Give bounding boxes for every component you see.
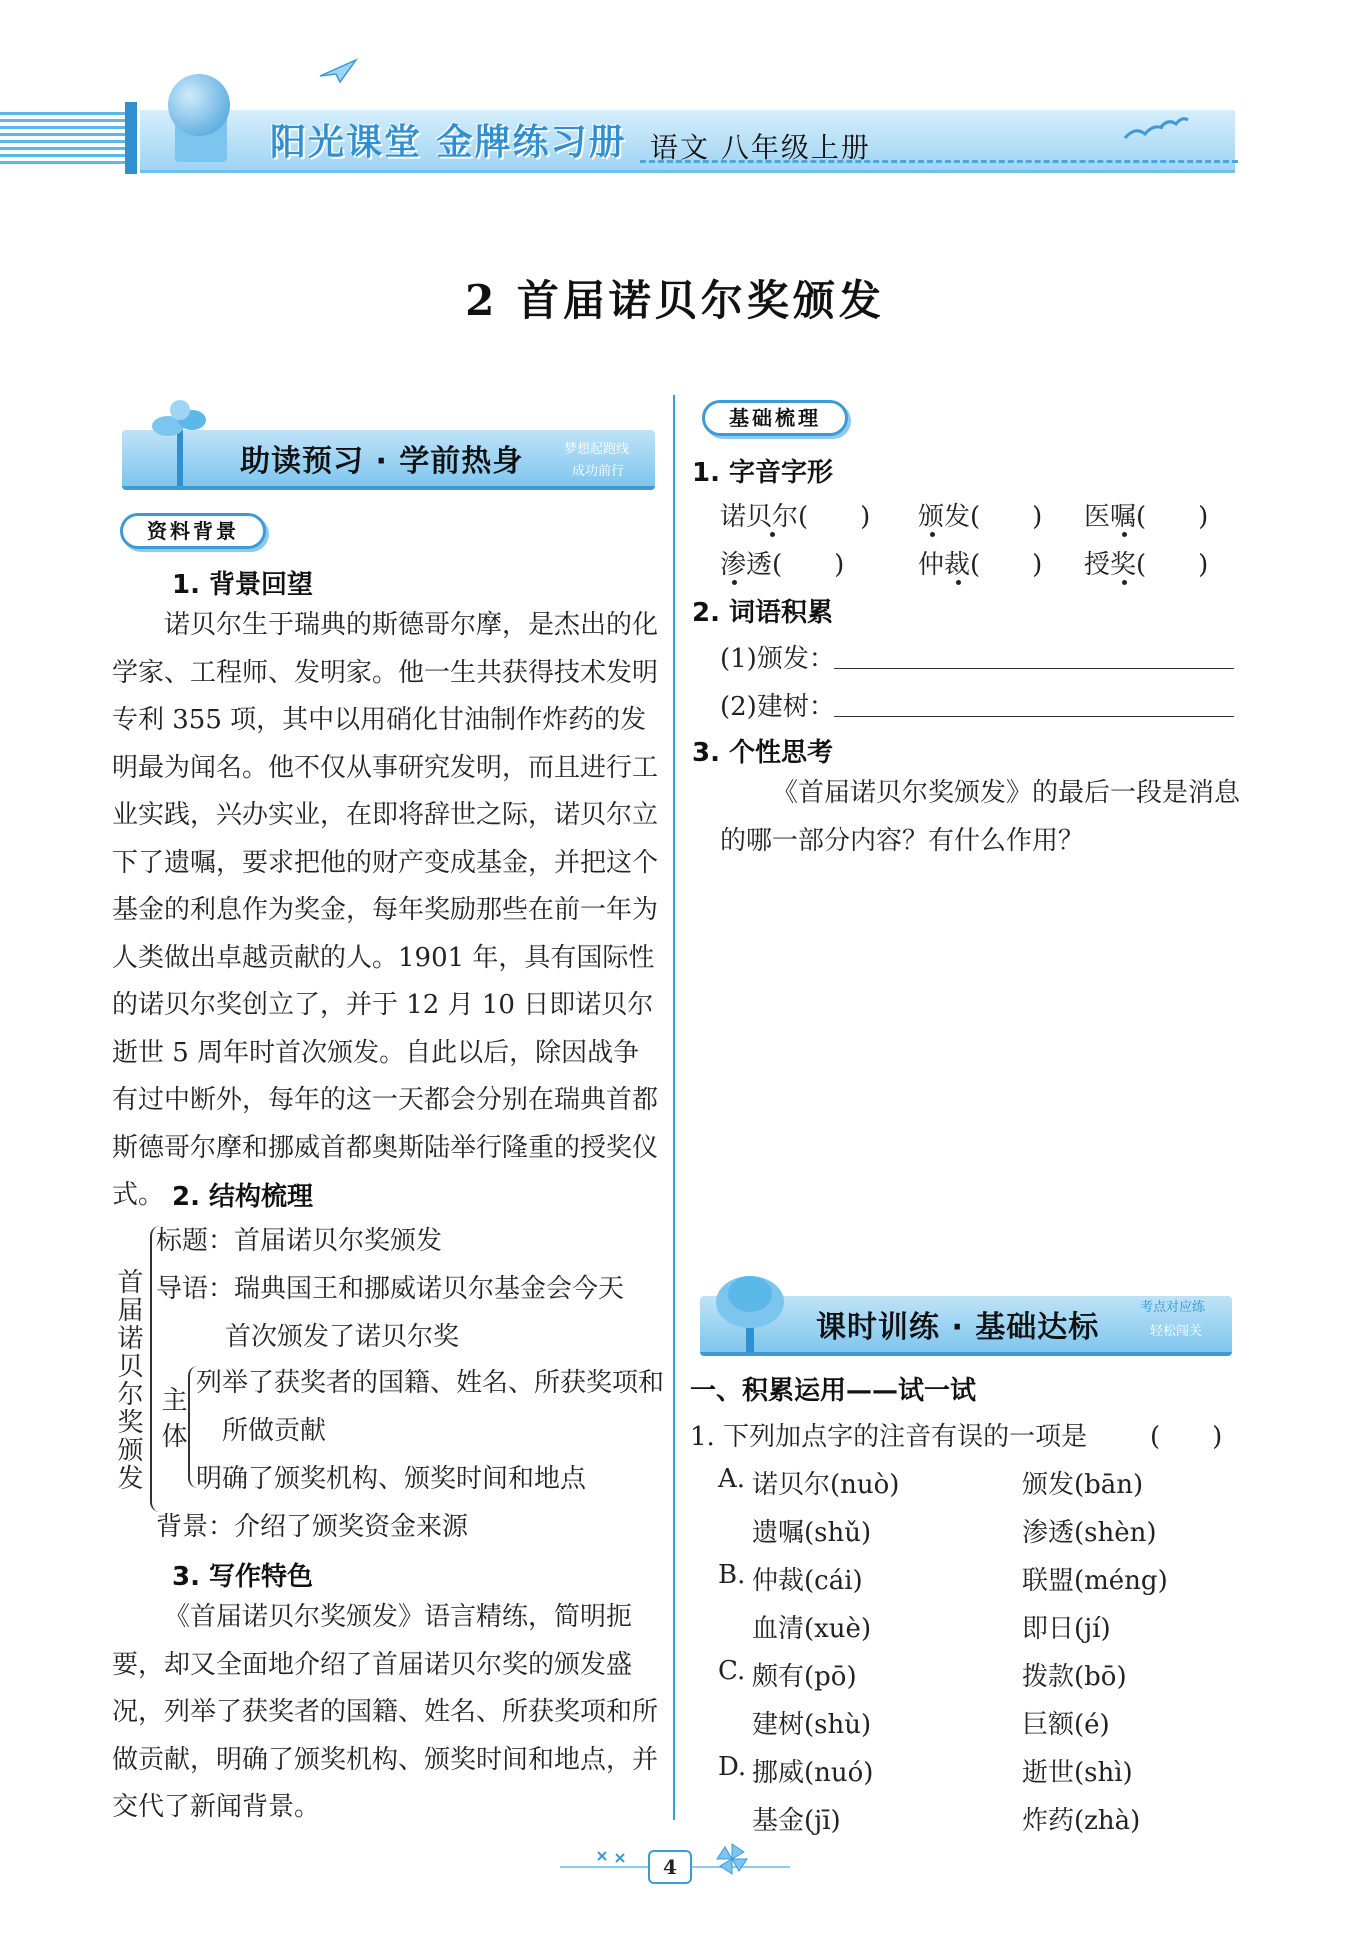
header-subject: 语文 八年级上册 xyxy=(650,131,871,164)
tag-background-info: 资料背景 xyxy=(120,513,266,549)
header-stripes xyxy=(0,108,125,168)
option-d-item-4: 炸药(zhà) xyxy=(1022,1806,1141,1836)
outline-background-line: 背景：介绍了颁奖资金来源 xyxy=(156,1512,469,1542)
q1-item-1: 诺贝尔( ) xyxy=(720,502,871,532)
option-c-item-2: 拨款(bō) xyxy=(1022,1662,1127,1692)
q3-heading: 3. 个性思考 xyxy=(692,738,834,768)
option-c-item-1: 颇有(pō) xyxy=(752,1662,857,1692)
column-divider xyxy=(673,395,675,1820)
option-d-item-3: 基金(jī) xyxy=(752,1806,841,1836)
header-accent-bar xyxy=(125,102,137,174)
left-banner-note-1: 梦想起跑线 xyxy=(564,442,630,457)
left-banner-title: 助读预习 · 学前热身 xyxy=(240,444,524,479)
tree-icon xyxy=(710,1268,790,1356)
q1-item-4: 渗透( ) xyxy=(720,550,845,580)
option-d-label[interactable]: D. xyxy=(718,1752,747,1782)
section-heading-structure: 2. 结构梳理 xyxy=(172,1182,314,1212)
header-brand: 阳光课堂 金牌练习册 xyxy=(270,122,627,163)
pinwheel-icon xyxy=(712,1842,752,1876)
q1-item-5: 仲裁( ) xyxy=(918,550,1043,580)
page-number: 4 xyxy=(648,1850,692,1884)
q2-item-2: (2)建树： xyxy=(720,692,835,722)
option-b-label[interactable]: B. xyxy=(718,1560,746,1590)
emphasis-dot xyxy=(732,580,737,585)
birds-icon xyxy=(1120,108,1190,148)
star-decoration-icon xyxy=(592,1848,632,1872)
mc-answer-paren[interactable]: ( ) xyxy=(1150,1422,1223,1452)
option-d-item-1: 挪威(nuó) xyxy=(752,1758,874,1788)
q2-heading: 2. 词语积累 xyxy=(692,598,834,628)
emphasis-dot xyxy=(1122,580,1127,585)
plant-icon xyxy=(150,398,210,486)
outline-lead-line-2: 首次颁发了诺贝尔奖 xyxy=(225,1322,460,1352)
option-b-item-4: 即日(jí) xyxy=(1022,1614,1111,1644)
q2-answer-line-2[interactable] xyxy=(834,716,1234,717)
outline-title-line: 标题：首届诺贝尔奖颁发 xyxy=(156,1226,443,1256)
option-a-item-3: 遗嘱(shǔ) xyxy=(752,1518,872,1548)
option-b-item-3: 血清(xuè) xyxy=(752,1614,872,1644)
option-c-item-4: 巨额(é) xyxy=(1022,1710,1110,1740)
q1-item-3: 医嘱( ) xyxy=(1084,502,1209,532)
background-paragraph: 诺贝尔生于瑞典的斯德哥尔摩，是杰出的化学家、工程师、发明家。他一生共获得技术发明专利 355 项，其中以用硝化甘油制作炸药的发明最为闻名。他不仅从事研究发明，而且进行工业实践，兴办实业，在即将辞世之际，诺贝尔立下了遗嘱，要求把他的财产变成基金，并把这个基金的利息作为奖金，每年奖励那些在前一年为人类做出卓越贡献的人。1901 年，具有国际性的诺贝尔奖创立了，并于 12 月 10 日即诺贝尔逝世 5 周年时首次颁发。自此以后，除因战争有过中断外，每年的这一天都会分别在瑞典首都斯德哥尔摩和挪威首都奥斯陆举行隆重的授奖仪式。 xyxy=(112,610,659,1210)
style-paragraph: 《首届诺贝尔奖颁发》语言精练，简明扼要，却又全面地介绍了首届诺贝尔奖的颁发盛况，列举了获奖者的国籍、姓名、所获奖项和所做贡献，明确了颁奖机构、颁奖时间和地点，并交代了新闻背景。 xyxy=(112,1602,659,1822)
structure-root: 首届诺贝尔奖颁发 xyxy=(113,1268,143,1492)
option-a-item-1: 诺贝尔(nuò) xyxy=(752,1470,900,1500)
globe-icon xyxy=(168,74,230,136)
section-heading-style: 3. 写作特色 xyxy=(172,1562,314,1592)
part1-heading: 一、积累运用——试一试 xyxy=(690,1376,977,1406)
option-b-item-2: 联盟(méng) xyxy=(1022,1566,1168,1596)
option-c-label[interactable]: C. xyxy=(718,1656,746,1686)
q1-item-2: 颁发( ) xyxy=(918,502,1043,532)
structure-outline xyxy=(108,1218,668,1542)
lesson-title: 2 首届诺贝尔奖颁发 xyxy=(465,276,885,325)
option-a-item-2: 颁发(bān) xyxy=(1022,1470,1144,1500)
outline-body-line-2: 所做贡献 xyxy=(222,1416,327,1446)
outline-body-line-3: 明确了颁奖机构、颁奖时间和地点 xyxy=(196,1464,587,1494)
outline-body-label: 主体 xyxy=(157,1386,187,1458)
right-banner-note-1: 考点对应练 xyxy=(1140,1300,1206,1315)
emphasis-dot xyxy=(770,532,775,537)
q1-item-6: 授奖( ) xyxy=(1084,550,1209,580)
tag-basics: 基础梳理 xyxy=(702,400,848,436)
option-c-item-3: 建树(shù) xyxy=(752,1710,872,1740)
emphasis-dot xyxy=(930,532,935,537)
q3-question: 《首届诺贝尔奖颁发》的最后一段是消息的哪一部分内容？有什么作用？ xyxy=(720,778,1241,856)
outline-lead-line-1: 导语：瑞典国王和挪威诺贝尔基金会今天 xyxy=(156,1274,625,1304)
q1-heading: 1. 字音字形 xyxy=(692,458,834,488)
option-a-label[interactable]: A. xyxy=(718,1464,746,1494)
emphasis-dot xyxy=(956,580,961,585)
q2-answer-line-1[interactable] xyxy=(834,668,1234,669)
outline-body-line-1: 列举了获奖者的国籍、姓名、所获奖项和 xyxy=(196,1368,665,1398)
right-banner-title: 课时训练 · 基础达标 xyxy=(816,1310,1100,1345)
emphasis-dot xyxy=(1122,532,1127,537)
paper-plane-icon xyxy=(318,56,358,86)
option-d-item-2: 逝世(shì) xyxy=(1022,1758,1133,1788)
option-b-item-1: 仲裁(cái) xyxy=(752,1566,863,1596)
right-banner-note-2: 轻松闯关 xyxy=(1150,1324,1203,1339)
section-heading-background: 1. 背景回望 xyxy=(172,570,314,600)
left-banner-note-2: 成功前行 xyxy=(572,464,625,479)
option-a-item-4: 渗透(shèn) xyxy=(1022,1518,1157,1548)
mc-question: 1. 下列加点字的注音有误的一项是 xyxy=(690,1422,1088,1452)
q2-item-1: (1)颁发： xyxy=(720,644,835,674)
